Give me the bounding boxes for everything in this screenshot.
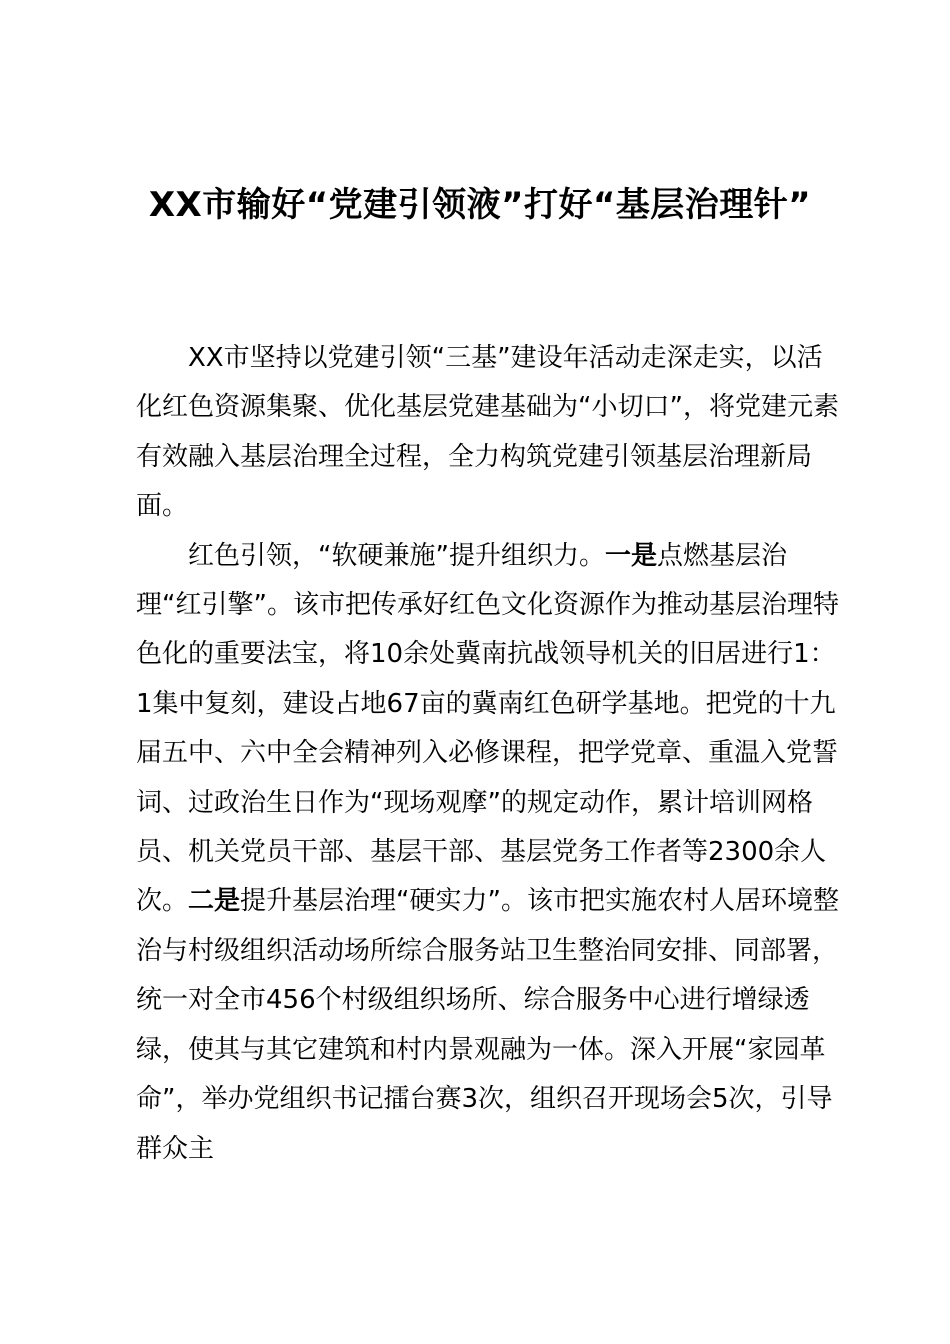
second-point-label: 二是 xyxy=(188,886,241,917)
section1-lead: 红色引领，“软硬兼施”提升组织力。 xyxy=(188,540,605,571)
first-point-text: 点燃基层治理“红引擎”。该市把传承好红色文化资源作为推动基层治理特色化的重要法宝，将10余处冀南抗战领导机关的旧居进行1：1集中复刻，建设占地67亩的冀南红色研学基地。把党的十九届五中、六中全会精神列入必修课程，把学党章、重温入党誓词、过政治生日作为“现场观摩”的规定动作，累计培训网格员、机关党员干部、基层干部、基层党务工作者等2300余人次。 xyxy=(136,540,839,917)
intro-paragraph: XX市坚持以党建引领“三基”建设年活动走深走实，以活化红色资源集聚、优化基层党建基础为“小切口”，将党建元素有效融入基层治理全过程，全力构筑党建引领基层治理新局面。 xyxy=(136,343,839,522)
second-point-text: 提升基层治理“硬实力”。该市把实施农村人居环境整治与村级组织活动场所综合服务站卫生整治同安排、同部署，统一对全市456个村级组织场所、综合服务中心进行增绿透绿，使其与其它建筑和村内景观融为一体。深入开展“家园革命”，举办党组织书记擂台赛3次，组织召开现场会5次，引导群众主 xyxy=(136,886,839,1164)
section1-paragraph xyxy=(136,532,848,1174)
first-point-label: 一是 xyxy=(604,540,657,571)
document-body xyxy=(136,334,848,1174)
document-title: XX市输好“党建引领液”打好“基层治理针” xyxy=(148,185,812,225)
